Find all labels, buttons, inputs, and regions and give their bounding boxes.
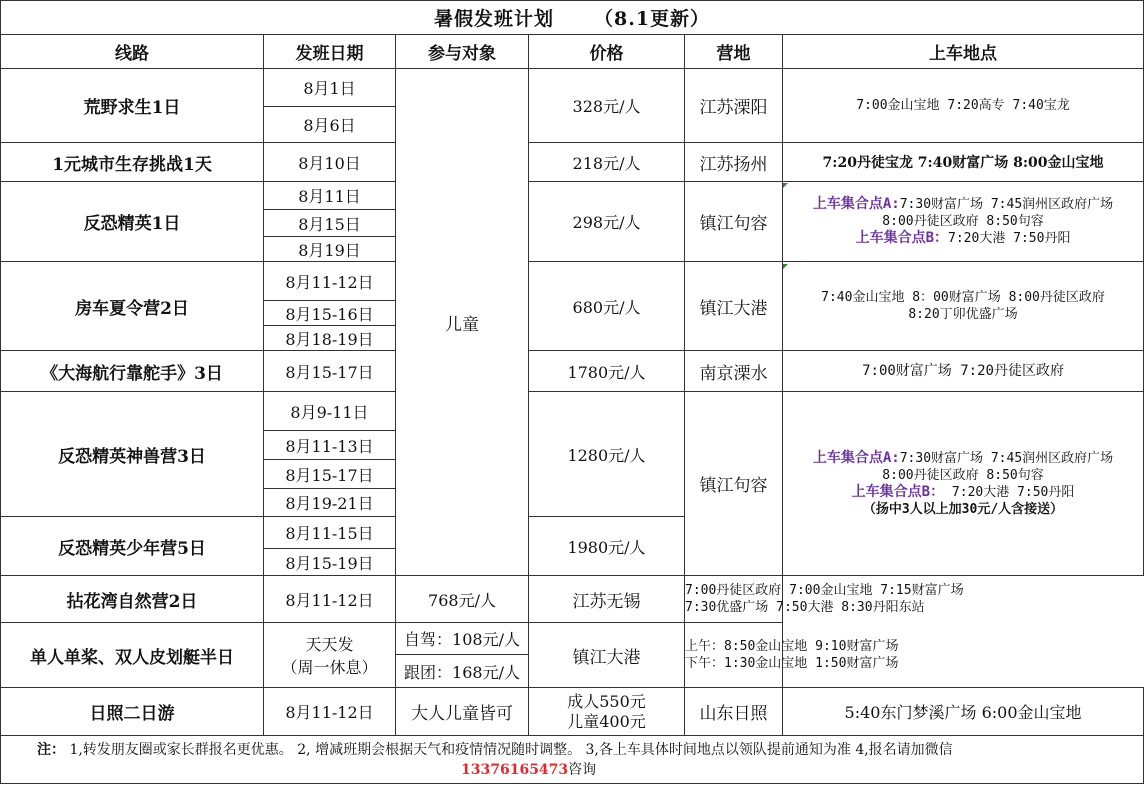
pickup-a-text2: 8:00丹徒区政府 8:50句容 xyxy=(882,214,1044,229)
table-row xyxy=(1,69,1144,107)
pickup-line: 8:20丁卯优盛广场 xyxy=(908,307,1018,322)
note-cell xyxy=(1,736,1144,784)
pickup-a-text: 7:30财富广场 7:45润州区政府广场 xyxy=(899,450,1114,466)
pickup-a-label: 上车集合点A: xyxy=(812,196,900,212)
pickup-b-label: 上车集合点B： xyxy=(855,230,949,246)
date-cell: 8月18-19日 xyxy=(264,326,396,351)
table-row xyxy=(1,143,1144,182)
camp-cell: 山东日照 xyxy=(685,688,783,736)
note-suffix: 咨询 xyxy=(568,761,597,778)
price-cell: 1980元/人 xyxy=(529,517,685,576)
date-cell: 8月19-21日 xyxy=(264,489,396,517)
pickup-line: 7:40金山宝地 8：00财富广场 8:00丹徒区政府 xyxy=(821,290,1105,305)
pickup-line: 下午：1:30金山宝地 1:50财富广场 xyxy=(685,656,899,671)
date-cell: 8月15-19日 xyxy=(264,549,396,576)
date-cell: 8月15日 xyxy=(264,210,396,237)
pickup-cell: 7:00金山宝地 7:20高专 7:40宝龙 xyxy=(783,69,1144,143)
date-cell: 8月19日 xyxy=(264,237,396,262)
version-text: （8.1更新） xyxy=(594,8,711,30)
table-row xyxy=(1,351,1144,392)
pickup-b-text: 7:20大港 7:50丹阳 xyxy=(944,484,1075,500)
header-pickup: 上车地点 xyxy=(783,35,1144,69)
sheet-title xyxy=(1,1,1144,35)
price-cell xyxy=(529,688,685,736)
pickup-cell: 7:20丹徒宝龙 7:40财富广场 8:00金山宝地 xyxy=(783,143,1144,182)
camp-cell: 镇江大港 xyxy=(685,262,783,351)
price-child: 儿童400元 xyxy=(567,711,646,731)
pickup-cell xyxy=(783,262,1144,351)
route-cell: 反恐精英神兽营3日 xyxy=(1,392,264,517)
price-cell: 680元/人 xyxy=(529,262,685,351)
participants-cell: 儿童 xyxy=(396,69,529,576)
price-cell: 218元/人 xyxy=(529,143,685,182)
note-label: 注： xyxy=(37,741,65,758)
participants-cell: 大人儿童皆可 xyxy=(396,688,529,736)
pickup-b-label: 上车集合点B： xyxy=(851,483,945,500)
date-cell: 8月15-16日 xyxy=(264,301,396,326)
pickup-a-text: 7:30财富广场 7:45润州区政府广场 xyxy=(899,197,1114,212)
date-cell: 8月11-12日 xyxy=(264,688,396,736)
table-row xyxy=(1,576,1144,623)
date-line: （周一休息） xyxy=(281,658,378,677)
header-date: 发班日期 xyxy=(264,35,396,69)
camp-cell: 江苏扬州 xyxy=(685,143,783,182)
pickup-cell: 7:00财富广场 7:20丹徒区政府 xyxy=(783,351,1144,392)
cell-marker-icon xyxy=(783,183,788,188)
table-row xyxy=(1,392,1144,431)
pickup-a-label: 上车集合点A: xyxy=(812,449,900,466)
date-cell: 8月11日 xyxy=(264,182,396,210)
note-text: 1,转发朋友圈或家长群报名更优惠。 2, 增减班期会根据天气和疫情情况随时调整。 3,各上车具体时间地点以领队提前通知为准 4,报名请加微信 xyxy=(65,741,953,758)
route-cell: 拈花湾自然营2日 xyxy=(1,576,264,623)
price-cell: 1280元/人 xyxy=(529,392,685,517)
pickup-cell xyxy=(685,576,964,623)
price-self-cell: 自驾：108元/人 xyxy=(396,623,529,655)
price-group-cell: 跟团：168元/人 xyxy=(396,655,529,688)
route-cell: 《大海航行靠舵手》3日 xyxy=(1,351,264,392)
table-row xyxy=(1,688,1144,736)
pickup-cell xyxy=(685,623,899,688)
cell-marker-icon xyxy=(783,264,788,269)
camp-cell: 镇江句容 xyxy=(685,392,783,576)
camp-cell: 镇江句容 xyxy=(685,182,783,262)
date-cell: 8月15-17日 xyxy=(264,460,396,489)
table-row xyxy=(1,623,1144,655)
route-cell: 反恐精英少年营5日 xyxy=(1,517,264,576)
pickup-b-text: 7:20大港 7:50丹阳 xyxy=(948,231,1071,246)
camp-cell: 镇江大港 xyxy=(529,623,685,688)
date-cell: 8月6日 xyxy=(264,107,396,143)
camp-cell: 江苏溧阳 xyxy=(685,69,783,143)
price-adult: 成人550元 xyxy=(567,691,646,711)
table-row xyxy=(1,262,1144,301)
date-cell: 8月10日 xyxy=(264,143,396,182)
date-cell: 8月15-17日 xyxy=(264,351,396,392)
table-row xyxy=(1,182,1144,210)
header-participants: 参与对象 xyxy=(396,35,529,69)
route-cell: 反恐精英1日 xyxy=(1,182,264,262)
pickup-cell xyxy=(783,182,1144,262)
pickup-note: （扬中3人以上加30元/人含接送） xyxy=(862,501,1064,517)
note-phone: 13376165473 xyxy=(461,761,569,778)
route-cell: 单人单桨、双人皮划艇半日 xyxy=(1,623,264,688)
pickup-line: 7:00丹徒区政府 7:00金山宝地 7:15财富广场 xyxy=(685,583,964,598)
date-cell: 8月11-13日 xyxy=(264,431,396,460)
price-cell: 768元/人 xyxy=(396,576,529,623)
pickup-a-text2: 8:00丹徒区政府 8:50句容 xyxy=(882,467,1044,483)
header-camp: 营地 xyxy=(685,35,783,69)
price-cell: 298元/人 xyxy=(529,182,685,262)
date-cell: 8月11-12日 xyxy=(264,262,396,301)
camp-cell: 江苏无锡 xyxy=(529,576,685,623)
pickup-line: 上午：8:50金山宝地 9:10财富广场 xyxy=(685,639,899,654)
date-cell: 8月11-15日 xyxy=(264,517,396,549)
date-cell xyxy=(264,623,396,688)
route-cell: 1元城市生存挑战1天 xyxy=(1,143,264,182)
header-price: 价格 xyxy=(529,35,685,69)
price-cell: 328元/人 xyxy=(529,69,685,143)
date-line: 天天发 xyxy=(305,635,354,654)
route-cell: 日照二日游 xyxy=(1,688,264,736)
pickup-cell: 5:40东门梦溪广场 6:00金山宝地 xyxy=(783,688,1144,736)
date-cell: 8月11-12日 xyxy=(264,576,396,623)
route-cell: 荒野求生1日 xyxy=(1,69,264,143)
camp-cell: 南京溧水 xyxy=(685,351,783,392)
pickup-line: 7:30优盛广场 7:50大港 8:30丹阳东站 xyxy=(685,600,925,615)
note-row xyxy=(1,736,1144,784)
header-row xyxy=(1,35,1144,69)
route-cell: 房车夏令营2日 xyxy=(1,262,264,351)
header-route: 线路 xyxy=(1,35,264,69)
date-cell: 8月1日 xyxy=(264,69,396,107)
pickup-cell xyxy=(783,392,1144,576)
price-cell: 1780元/人 xyxy=(529,351,685,392)
date-cell: 8月9-11日 xyxy=(264,392,396,431)
title-text: 暑假发班计划 xyxy=(433,8,554,30)
